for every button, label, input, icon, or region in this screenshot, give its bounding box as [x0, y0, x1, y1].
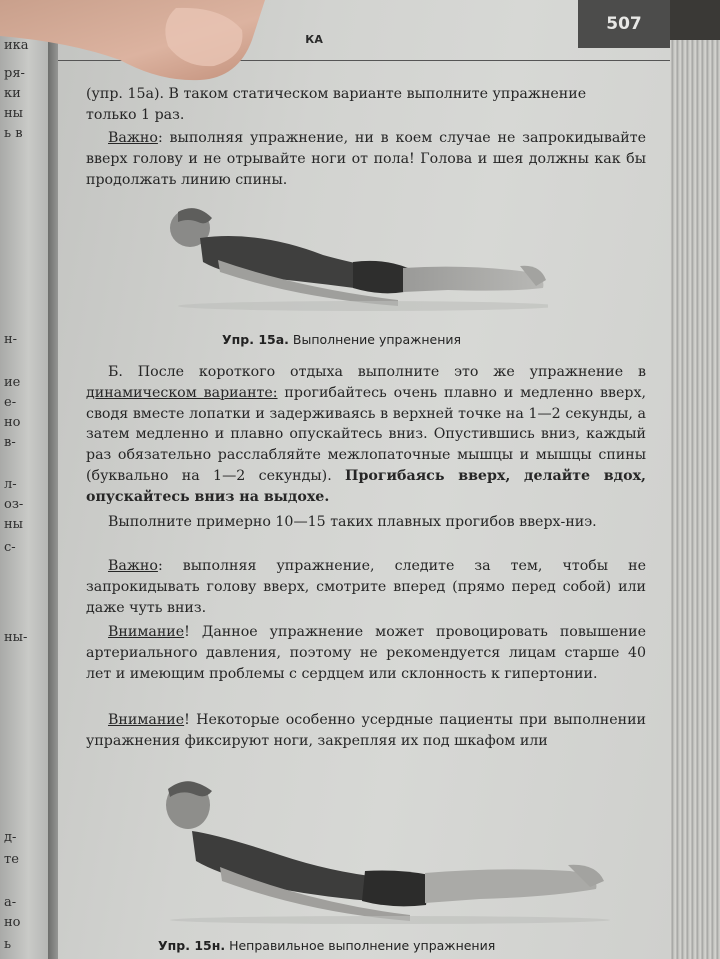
left-fragment: в- — [4, 435, 16, 450]
caption-correct-label: Упр. 15а. — [222, 332, 289, 347]
left-fragment: ны — [4, 106, 24, 121]
page-number-tab — [578, 0, 670, 48]
paragraph-important-1 — [86, 128, 646, 190]
left-fragment: а- — [4, 895, 17, 910]
left-fragment: ика — [4, 38, 29, 53]
left-fragment: те — [4, 852, 19, 867]
caption-incorrect-label: Упр. 15н. — [158, 938, 226, 953]
paragraph-attention-2 — [86, 710, 646, 752]
left-fragment: ки — [4, 86, 21, 101]
breathing-instruction: Прогибаясь вверх, делайте вдох, опускайтесь вниз на выдохе. — [86, 467, 646, 505]
left-fragment: с- — [4, 540, 16, 555]
repetitions-text: Выполните примерно 10—15 таких плавных прогибов вверх-ниэ. — [108, 514, 597, 530]
paragraph-attention-1 — [86, 622, 646, 684]
page-edges — [664, 40, 720, 959]
caption-incorrect-text: Неправильное выполнение упражнения — [225, 938, 496, 953]
paragraph-1-line-1: (упр. 15а). В таком статическом варианте выполните упражнение — [86, 86, 587, 102]
left-fragment: ны — [4, 517, 24, 532]
left-fragment: е- — [4, 395, 17, 410]
caption-incorrect — [158, 938, 495, 953]
paragraph-1-line-2: только 1 раз. — [86, 106, 185, 123]
paragraph-important-2 — [86, 556, 646, 618]
left-page — [0, 0, 52, 959]
attention-text-1: ! Данное упражнение может провоцировать повышение артериального давления, поэтому не рекомендуется лицам старше 40 лет и имеющим проблемы с сердцем или склонность к гипертонии. — [86, 624, 646, 682]
caption-correct — [222, 332, 461, 347]
paragraph-dynamic — [86, 362, 646, 508]
attention-text-2: ! Некоторые особенно усердные пациенты при выполнении упражнения фиксируют ноги, закрепляя их под шкафом или — [86, 712, 646, 749]
paragraph-repetitions — [86, 512, 646, 533]
left-fragment: ны- — [4, 630, 28, 645]
left-fragment: ь — [4, 937, 12, 952]
left-fragment: но — [4, 415, 21, 430]
dynamic-variant-label: динамическом варианте: — [86, 384, 278, 401]
photo-correct-illustration — [148, 200, 548, 315]
left-fragment: д- — [4, 830, 17, 845]
left-fragment: л- — [4, 477, 17, 492]
left-fragment: ря- — [4, 66, 25, 81]
chapter-title-end: КА — [305, 33, 324, 46]
exercise-photo-incorrect — [130, 775, 610, 925]
caption-correct-text: Выполнение упражнения — [288, 332, 462, 347]
left-fragment: но — [4, 915, 21, 930]
important-text: : выполняя упражнение, ни в коем случае не запрокидывайте вверх голову и не отрывайте ноги от пола! Голова и шея должны как бы продолжать линию спины. — [86, 130, 646, 188]
paragraph-1 — [86, 84, 646, 126]
important-text-2: : выполняя упражнение, следите за тем, чтобы не запрокидывать голову вверх, смотрите вперед (прямо перед собой) или даже чуть вниз. — [86, 558, 646, 616]
dynamic-lead: Б. После короткого отдыха выполните это же упражнение в — [108, 364, 646, 380]
left-fragment: ие — [4, 375, 21, 390]
dynamic-text: прогибайтесь очень плавно и медленно вверх, сводя вместе лопатки и задерживаясь в верхней точке на 1—2 секунды, а затем медленно и плавно опускайтесь вниз. Опустившись вниз, каждый раз обязательно расслабляйте межлопаточные мышцы и мышцы спины (буквально на 1—2 секунды). — [86, 384, 646, 484]
book-page — [58, 0, 670, 959]
exercise-photo-correct — [148, 200, 548, 315]
attention-label-1: Внимание — [108, 624, 185, 640]
left-fragment: оз- — [4, 497, 24, 512]
page-number: 507 — [606, 14, 642, 34]
left-fragment: н- — [4, 332, 18, 347]
important-label-2: Важно — [108, 558, 158, 574]
photo-incorrect-illustration — [130, 775, 610, 925]
left-fragment: ь в — [4, 126, 23, 141]
thumb-overlay — [0, 0, 265, 85]
important-label: Важно — [108, 130, 158, 146]
attention-label-2: Внимание — [108, 712, 185, 728]
